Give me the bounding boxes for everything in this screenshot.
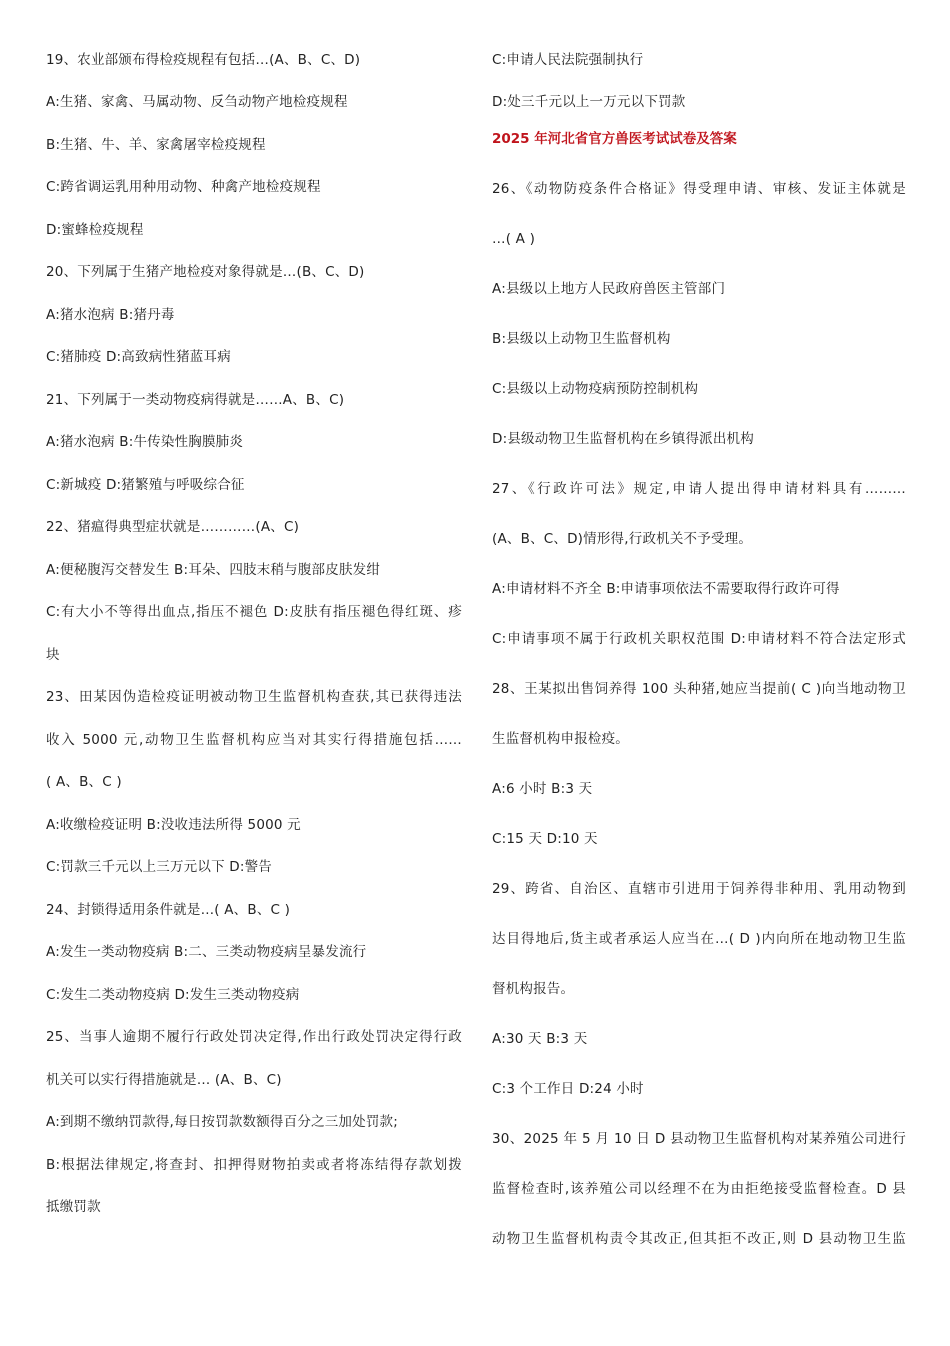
option-line: A:申请材料不齐全 B:申请事项依法不需要取得行政许可得 [492, 581, 840, 597]
option-line: A:6 小时 B:3 天 [492, 781, 593, 797]
option-line: A:到期不缴纳罚款得,每日按罚款数额得百分之三加处罚款; [46, 1114, 398, 1130]
option-line: C:新城疫 D:猪繁殖与呼吸综合征 [46, 477, 245, 493]
option-line: C:发生二类动物疫病 D:发生三类动物疫病 [46, 987, 300, 1003]
question-22: 22、猪瘟得典型症状就是…………(A、C) [46, 519, 300, 535]
option-line-continued: 抵缴罚款 [46, 1199, 101, 1215]
answer-key: …( A ) [492, 231, 536, 247]
option-line: C:申请人民法院强制执行 [492, 52, 644, 68]
option-line-continued: 块 [46, 647, 60, 663]
option-line: C:3 个工作日 D:24 小时 [492, 1081, 644, 1097]
option-line: C:有大小不等得出血点,指压不褪色 D:皮肤有指压褪色得红斑、疹 [46, 604, 462, 620]
question-27-continued: (A、B、C、D)情形得,行政机关不予受理。 [492, 531, 753, 547]
option-line: A:县级以上地方人民政府兽医主管部门 [492, 281, 726, 297]
answer-key: ( A、B、C ) [46, 774, 122, 790]
option-line: C:罚款三千元以上三万元以下 D:警告 [46, 859, 273, 875]
question-30-continued: 动物卫生监督机构责令其改正,但其拒不改正,则 D 县动物卫生监 [492, 1231, 906, 1247]
question-25: 25、当事人逾期不履行行政处罚决定得,作出行政处罚决定得行政 [46, 1029, 462, 1045]
option-line: B:根据法律规定,将查封、扣押得财物拍卖或者将冻结得存款划拨 [46, 1157, 462, 1173]
question-30-continued: 监督检查时,该养殖公司以经理不在为由拒绝接受监督检查。D 县 [492, 1181, 906, 1197]
option-line: A:猪水泡病 B:猪丹毒 [46, 307, 175, 323]
option-line: B:县级以上动物卫生监督机构 [492, 331, 671, 347]
question-28-continued: 生监督机构申报检疫。 [492, 731, 629, 747]
question-23: 23、田某因伪造检疫证明被动物卫生监督机构查获,其已获得违法 [46, 689, 462, 705]
option-line: A:收缴检疫证明 B:没收违法所得 5000 元 [46, 817, 301, 833]
question-24: 24、封锁得适用条件就是…( A、B、C ) [46, 902, 291, 918]
question-27: 27、《行政许可法》规定,申请人提出得申请材料具有……… [492, 481, 906, 497]
question-21: 21、下列属于一类动物疫病得就是……A、B、C) [46, 392, 345, 408]
question-26: 26、《动物防疫条件合格证》得受理申请、审核、发证主体就是 [492, 181, 906, 197]
question-20: 20、下列属于生猪产地检疫对象得就是…(B、C、D) [46, 264, 365, 280]
option-line: A:发生一类动物疫病 B:二、三类动物疫病呈暴发流行 [46, 944, 367, 960]
option-line: D:县级动物卫生监督机构在乡镇得派出机构 [492, 431, 754, 447]
option-line: C:申请事项不属于行政机关职权范围 D:申请材料不符合法定形式 [492, 631, 906, 647]
question-23-continued: 收入 5000 元,动物卫生监督机构应当对其实行得措施包括…… [46, 732, 462, 748]
question-19: 19、农业部颁布得检疫规程有包括…(A、B、C、D) [46, 52, 361, 68]
option-line: C:县级以上动物疫病预防控制机构 [492, 381, 699, 397]
section-heading: 2025 年河北省官方兽医考试试卷及答案 [492, 131, 737, 147]
option-line: C:猪肺疫 D:高致病性猪蓝耳病 [46, 349, 231, 365]
option-line: A:便秘腹泻交替发生 B:耳朵、四肢末稍与腹部皮肤发绀 [46, 562, 381, 578]
option-line: C:15 天 D:10 天 [492, 831, 598, 847]
question-30: 30、2025 年 5 月 10 日 D 县动物卫生监督机构对某养殖公司进行 [492, 1131, 906, 1147]
option-line: D:蜜蜂检疫规程 [46, 222, 144, 238]
question-29-continued: 督机构报告。 [492, 981, 575, 997]
question-25-continued: 机关可以实行得措施就是… (A、B、C) [46, 1072, 282, 1088]
question-29: 29、跨省、自治区、直辖市引进用于饲养得非种用、乳用动物到 [492, 881, 906, 897]
question-28: 28、王某拟出售饲养得 100 头种猪,她应当提前( C )向当地动物卫 [492, 681, 906, 697]
option-line: D:处三千元以上一万元以下罚款 [492, 94, 686, 110]
option-line: C:跨省调运乳用种用动物、种禽产地检疫规程 [46, 179, 321, 195]
question-29-continued: 达目得地后,货主或者承运人应当在…( D )内向所在地动物卫生监 [492, 931, 906, 947]
option-line: B:生猪、牛、羊、家禽屠宰检疫规程 [46, 137, 266, 153]
option-line: A:猪水泡病 B:牛传染性胸膜肺炎 [46, 434, 244, 450]
option-line: A:30 天 B:3 天 [492, 1031, 588, 1047]
option-line: A:生猪、家禽、马属动物、反刍动物产地检疫规程 [46, 94, 348, 110]
